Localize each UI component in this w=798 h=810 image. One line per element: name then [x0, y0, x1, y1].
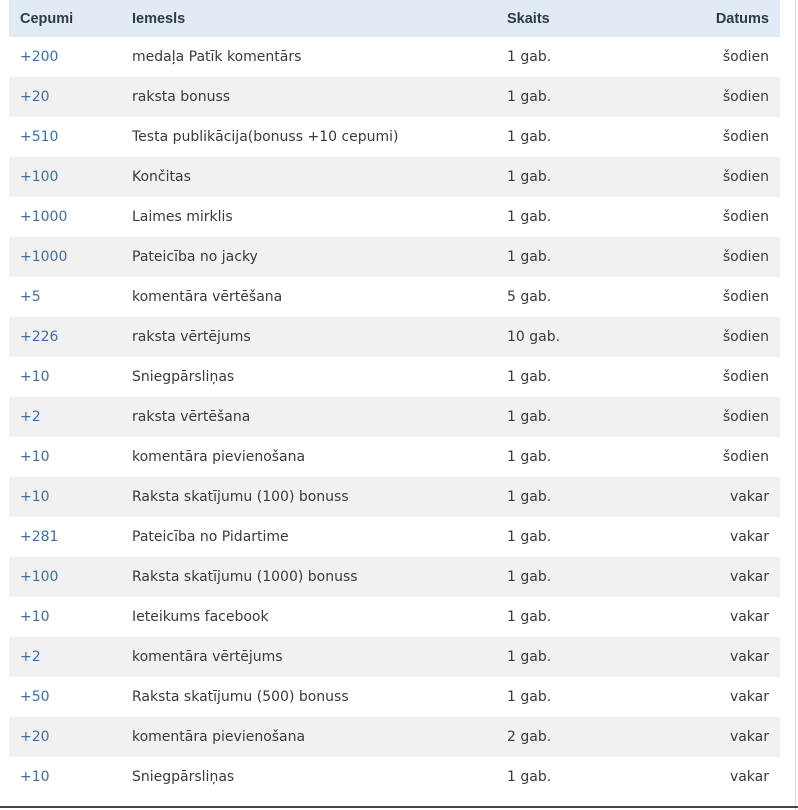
cell-date: vakar — [729, 609, 769, 625]
table-row — [9, 37, 780, 77]
cell-count: 1 gab. — [507, 649, 552, 665]
cell-points: +10 — [20, 489, 50, 505]
cell-date: vakar — [729, 769, 769, 785]
cell-reason: Raksta skatījumu (100) bonuss — [132, 489, 349, 505]
table-row — [9, 557, 780, 597]
cell-points: +10 — [20, 609, 50, 625]
table-row — [9, 157, 780, 197]
scroll-edge — [795, 0, 796, 810]
cell-points: +510 — [20, 129, 59, 145]
cell-points: +10 — [20, 769, 50, 785]
column-header-reason: Iemesls — [132, 0, 507, 37]
cell-count: 1 gab. — [507, 169, 552, 185]
table-row — [9, 317, 780, 357]
table-row — [9, 397, 780, 437]
cell-date: vakar — [729, 649, 769, 665]
table-row — [9, 197, 780, 237]
table-row — [9, 717, 780, 757]
cell-reason: Sniegpārsliņas — [132, 369, 235, 385]
cell-date: šodien — [722, 209, 769, 225]
cell-reason: raksta vērtēšana — [132, 409, 251, 425]
table-row — [9, 597, 780, 637]
table-row — [9, 77, 780, 117]
table-body — [9, 37, 780, 797]
cell-points: +200 — [20, 49, 59, 65]
cell-reason: komentāra pievienošana — [132, 449, 306, 465]
cell-reason: komentāra pievienošana — [132, 729, 306, 745]
cell-date: šodien — [722, 329, 769, 345]
table-row — [9, 357, 780, 397]
cell-reason: Laimes mirklis — [132, 209, 233, 225]
cell-date: šodien — [722, 249, 769, 265]
cell-points: +20 — [20, 89, 50, 105]
cell-count: 10 gab. — [507, 329, 561, 345]
table-row — [9, 757, 780, 797]
cell-date: vakar — [729, 689, 769, 705]
points-history-table — [9, 0, 780, 797]
cell-points: +281 — [20, 529, 59, 545]
cell-count: 1 gab. — [507, 689, 552, 705]
cell-date: šodien — [722, 369, 769, 385]
cell-points: +10 — [20, 369, 50, 385]
cell-points: +20 — [20, 729, 50, 745]
cell-date: šodien — [722, 289, 769, 305]
cell-count: 1 gab. — [507, 609, 552, 625]
cell-reason: raksta bonuss — [132, 89, 231, 105]
bottom-divider — [0, 806, 798, 808]
cell-count: 5 gab. — [507, 289, 552, 305]
cell-count: 1 gab. — [507, 49, 552, 65]
cell-reason: komentāra vērtējums — [132, 649, 283, 665]
cell-date: šodien — [722, 449, 769, 465]
points-history-table-container — [9, 0, 780, 797]
cell-reason: Raksta skatījumu (500) bonuss — [132, 689, 349, 705]
cell-reason: komentāra vērtēšana — [132, 289, 283, 305]
table-row — [9, 237, 780, 277]
cell-date: šodien — [722, 169, 769, 185]
cell-reason: raksta vērtējums — [132, 329, 251, 345]
table-row — [9, 677, 780, 717]
cell-points: +226 — [20, 329, 59, 345]
cell-reason: Ieteikums facebook — [132, 609, 269, 625]
cell-points: +10 — [20, 449, 50, 465]
cell-points: +2 — [20, 649, 41, 665]
table-header-row — [9, 0, 780, 37]
cell-date: šodien — [722, 129, 769, 145]
cell-date: šodien — [722, 89, 769, 105]
table-header — [9, 0, 780, 37]
cell-count: 2 gab. — [507, 729, 552, 745]
cell-date: vakar — [729, 529, 769, 545]
cell-date: vakar — [729, 569, 769, 585]
cell-points: +1000 — [20, 249, 68, 265]
table-row — [9, 637, 780, 677]
cell-points: +100 — [20, 569, 59, 585]
cell-reason: Pateicība no jacky — [132, 249, 258, 265]
cell-date: vakar — [729, 489, 769, 505]
cell-points: +50 — [20, 689, 50, 705]
table-row — [9, 477, 780, 517]
cell-points: +2 — [20, 409, 41, 425]
cell-count: 1 gab. — [507, 249, 552, 265]
cell-count: 1 gab. — [507, 209, 552, 225]
cell-date: šodien — [722, 49, 769, 65]
cell-count: 1 gab. — [507, 449, 552, 465]
cell-reason: Končitas — [132, 169, 191, 185]
cell-points: +1000 — [20, 209, 68, 225]
cell-count: 1 gab. — [507, 769, 552, 785]
column-header-points: Cepumi — [9, 0, 132, 37]
cell-count: 1 gab. — [507, 369, 552, 385]
table-row — [9, 277, 780, 317]
cell-reason: medaļa Patīk komentārs — [132, 49, 302, 65]
cell-date: šodien — [722, 409, 769, 425]
column-header-count: Skaits — [507, 0, 657, 37]
table-row — [9, 517, 780, 557]
table-row — [9, 117, 780, 157]
cell-count: 1 gab. — [507, 409, 552, 425]
cell-points: +5 — [20, 289, 41, 305]
cell-count: 1 gab. — [507, 129, 552, 145]
cell-date: vakar — [729, 729, 769, 745]
cell-count: 1 gab. — [507, 529, 552, 545]
cell-points: +100 — [20, 169, 59, 185]
cell-reason: Raksta skatījumu (1000) bonuss — [132, 569, 358, 585]
cell-count: 1 gab. — [507, 489, 552, 505]
cell-reason: Pateicība no Pidartime — [132, 529, 289, 545]
cell-count: 1 gab. — [507, 89, 552, 105]
cell-count: 1 gab. — [507, 569, 552, 585]
table-row — [9, 437, 780, 477]
cell-reason: Sniegpārsliņas — [132, 769, 235, 785]
cell-reason: Testa publikācija(bonuss +10 cepumi) — [132, 129, 399, 145]
column-header-date: Datums — [657, 0, 780, 37]
